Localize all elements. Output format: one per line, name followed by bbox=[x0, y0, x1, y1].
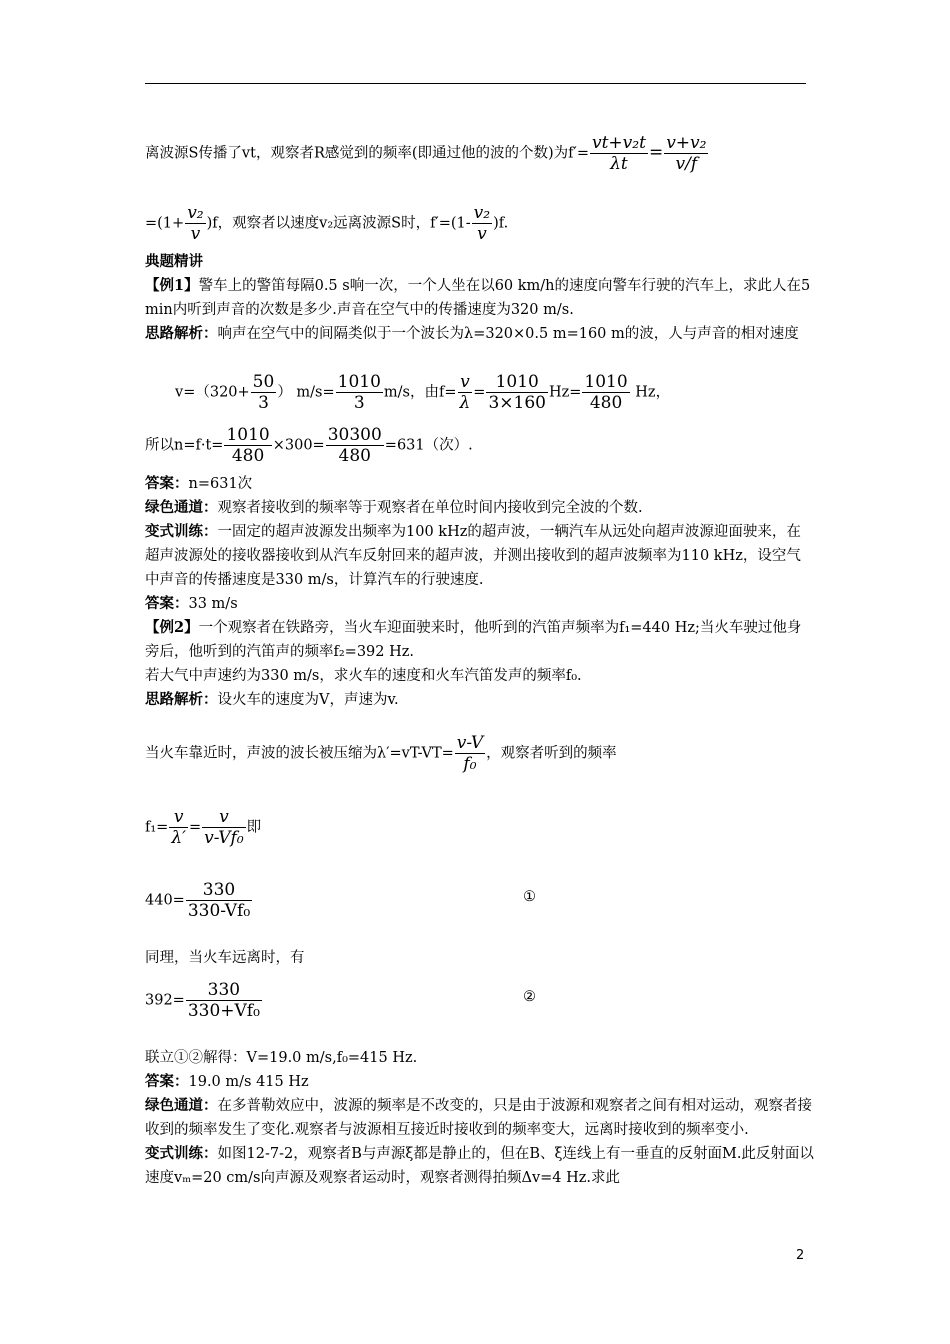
example-1-tail bbox=[145, 472, 815, 712]
intro-text: 离波源S传播了vt，观察者R感觉到的频率(即通过他的波的个数)为f′= bbox=[145, 145, 589, 162]
fraction: $\frac{\text{v₂}}{v}$ bbox=[187, 203, 204, 244]
intro-line-1 bbox=[145, 133, 709, 174]
solution: 联立①②解得：V=19.0 m/s,f₀=415 Hz. bbox=[145, 1050, 418, 1066]
text: =(1+ bbox=[145, 215, 185, 232]
fraction: $\frac{1010}{3\times 160}$ bbox=[488, 372, 546, 413]
equation-2: 392= $\frac{330}{\text{330+Vf₀}}$ bbox=[145, 980, 260, 1021]
equation-velocity: v=（320+ $\frac{50}{3}$ ） m/s= $\frac{1010}{3}$ m/s，由f= $\frac{v}{\lambda}$ = $\frac{1010}{3\times 160}$ Hz= $\frac{1010}{480}$ Hz， bbox=[175, 372, 671, 413]
equation-marker-1: ① bbox=[523, 889, 536, 905]
intro-line-2 bbox=[145, 203, 508, 244]
fraction: $\frac{1010}{480}$ bbox=[584, 372, 628, 413]
equation-marker-2: ② bbox=[523, 989, 536, 1005]
fraction: $\frac{330}{\text{330-Vf₀}}$ bbox=[187, 880, 251, 921]
green-channel: 绿色通道：观察者接收到的频率等于观察者在单位时间内接收到完全波的个数. bbox=[145, 499, 643, 516]
equation-1: 440= $\frac{330}{\text{330-Vf₀}}$ bbox=[145, 880, 251, 921]
answer: 答案：n=631次 bbox=[145, 475, 253, 492]
equation-f1: f₁= $\frac{v}{\lambda'}$ = $\frac{v}{\text{v-Vf₀}}$ 即 bbox=[145, 807, 262, 848]
example-2-question-2: 若大气中声速约为330 m/s，求火车的速度和火车汽笛发声的频率f₀. bbox=[145, 668, 582, 684]
fraction: $\frac{v-V}{\text{f₀}}$ bbox=[456, 733, 484, 774]
fraction: $\frac{30300}{480}$ bbox=[327, 425, 382, 466]
fraction: $\frac{\text{v+v₂}}{v/f}$ bbox=[666, 133, 707, 174]
page-number: 2 bbox=[796, 1248, 805, 1263]
equation-count: 所以n=f·t= $\frac{1010}{480}$ ×300= $\frac{30300}{480}$ =631（次）. bbox=[145, 425, 473, 466]
fraction: $\frac{\text{v₂}}{v}$ bbox=[473, 203, 491, 244]
fraction: $\frac{v}{\lambda}$ bbox=[459, 372, 471, 413]
header-rule bbox=[145, 83, 806, 84]
text: )f. bbox=[493, 215, 509, 232]
example-2-question: 【例2】一个观察者在铁路旁，当火车迎面驶来时，他听到的汽笛声频率为f₁=440 Hz;当火车驶过他身旁后，他听到的汽笛声的频率f₂=392 Hz. bbox=[145, 619, 802, 660]
text: )f，观察者以速度v₂远离波源S时，f′=(1- bbox=[206, 215, 471, 232]
same-reason: 同理，当火车远离时，有 bbox=[145, 950, 305, 966]
example-1-block bbox=[145, 250, 815, 346]
example-2-tail bbox=[145, 1046, 815, 1190]
fraction: $\frac{1010}{3}$ bbox=[337, 372, 381, 413]
variant-exercise: 变式训练：如图12-7-2，观察者B与声源ξ都是静止的，但在B、ξ连线上有一垂直的反射面M.此反射面以速度vₘ=20 cm/s向声源及观察者运动时，观察者测得拍频Δv=4 Hz.求此 bbox=[145, 1145, 814, 1186]
fraction: $\frac{v}{\lambda'}$ bbox=[171, 807, 186, 848]
fraction: $\frac{50}{3}$ bbox=[252, 372, 275, 413]
green-channel: 绿色通道：在多普勒效应中，波源的频率是不改变的，只是由于波源和观察者之间有相对运动，观察者接收到的频率发生了变化.观察者与波源相互接近时接收到的频率变大，远离时接收到的频率变小. bbox=[145, 1097, 812, 1138]
example-1-question: 【例1】警车上的警笛每隔0.5 s响一次，一个人坐在以60 km/h的速度向警车行驶的汽车上，求此人在5 min内听到声音的次数是多少.声音在空气中的传播速度为320 m/s. bbox=[145, 277, 811, 318]
fraction: $\frac{v}{\text{v-Vf₀}}$ bbox=[204, 807, 244, 848]
example-2-analysis: 思路解析：设火车的速度为V，声速为v. bbox=[145, 691, 399, 708]
variant-answer: 答案：33 m/s bbox=[145, 595, 238, 612]
example-label: 【例1】 bbox=[145, 277, 199, 294]
equals-sign: = bbox=[648, 142, 664, 163]
equation-wavelength: 当火车靠近时，声波的波长被压缩为λ′=vT-VT= $\frac{v-V}{\text{f₀}}$ ，观察者听到的频率 bbox=[145, 733, 617, 774]
analysis-label: 思路解析： bbox=[145, 325, 218, 342]
fraction: $\frac{330}{\text{330+Vf₀}}$ bbox=[187, 980, 260, 1021]
variant-exercise: 变式训练：一固定的超声波源发出频率为100 kHz的超声波，一辆汽车从远处向超声波源迎面驶来，在超声波源处的接收器接收到从汽车反射回来的超声波，并测出接收到的超声波频率为110 kHz，设空气中声音的传播速度是330 m/s，计算汽车的行驶速度. bbox=[145, 523, 801, 588]
answer: 答案：19.0 m/s 415 Hz bbox=[145, 1073, 309, 1090]
section-title: 典题精讲 bbox=[145, 253, 203, 270]
fraction: $\frac{\text{vt+v₂t}}{\lambda t}$ bbox=[592, 133, 646, 174]
fraction: $\frac{1010}{480}$ bbox=[226, 425, 270, 466]
example-1-analysis: 思路解析：响声在空气中的间隔类似于一个波长为λ=320×0.5 m=160 m的波，人与声音的相对速度 bbox=[145, 325, 799, 342]
